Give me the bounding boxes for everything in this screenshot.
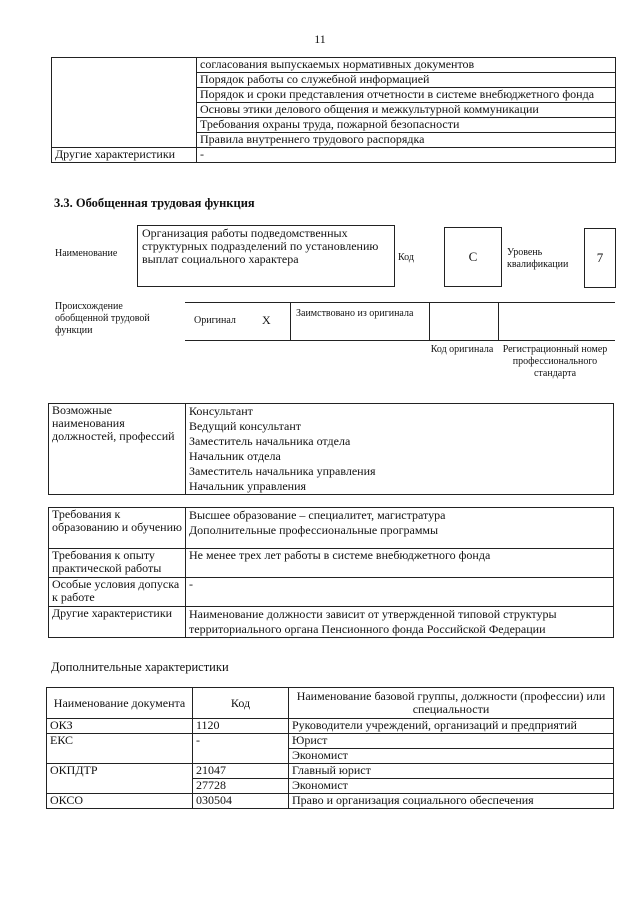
requirement-label: Особые условия допуска к работе (49, 578, 186, 607)
extra-cell: Экономист (289, 779, 614, 794)
extra-header: Наименование базовой группы, должности (профессии) или специальности (289, 688, 614, 719)
position-item: Консультант (189, 404, 253, 418)
requirement-label: Требования к опыту практической работы (49, 549, 186, 578)
other-characteristics-label: Другие характеристики (52, 148, 197, 163)
extra-cell: ОКЗ (47, 719, 193, 734)
extra-cell: Экономист (289, 749, 614, 764)
knowledge-table (51, 57, 616, 163)
knowledge-item: Требования охраны труда, пожарной безопасности (197, 118, 616, 133)
extra-title: Дополнительные характеристики (51, 660, 229, 674)
requirement-value: - (186, 578, 614, 607)
position-item: Ведущий консультант (189, 419, 302, 433)
level-label: Уровень квалификации (507, 247, 569, 270)
page-number: 11 (314, 32, 326, 46)
knowledge-item: Правила внутреннего трудового распорядка (197, 133, 616, 148)
extra-cell: 1120 (193, 719, 289, 734)
requirement-value: Наименование должности зависит от утвержденной типовой структуры территориального органа Пенсионного фонда Российской Федерации (186, 607, 614, 638)
divider (290, 302, 291, 340)
name-label: Наименование (55, 248, 118, 259)
borrowed-label: Заимствовано из оригинала (296, 308, 414, 319)
extra-cell: 21047 (193, 764, 289, 779)
requirement-value: Высшее образование – специалитет, магистратура Дополнительные профессиональные программы (186, 508, 614, 549)
requirement-label: Требования к образованию и обучению (49, 508, 186, 549)
origin-label: Происхождение обобщенной трудовой функции (55, 301, 150, 336)
knowledge-item: Порядок и сроки представления отчетности в системе внебюджетного фонда (197, 88, 616, 103)
function-name-box: Организация работы подведомственных структурных подразделений по установлению выплат социального характера (137, 225, 395, 287)
positions-table (48, 403, 614, 495)
knowledge-item: согласования выпускаемых нормативных документов (197, 58, 616, 73)
extra-cell: Право и организация социального обеспечения (289, 794, 614, 809)
code-label: Код (398, 252, 414, 263)
position-item: Начальник управления (189, 479, 307, 493)
requirement-value: Не менее трех лет работы в системе внебюджетного фонда (186, 549, 614, 578)
extra-cell: Руководители учреждений, организаций и предприятий (289, 719, 614, 734)
extra-cell: 030504 (193, 794, 289, 809)
code-box: C (444, 227, 502, 287)
extra-header: Наименование документа (47, 688, 193, 719)
code-original-caption: Код оригинала (430, 344, 494, 355)
extra-cell: ОКСО (47, 794, 193, 809)
reg-number-caption: Регистрационный номер профессионального стандарта (502, 344, 608, 379)
knowledge-item: Основы этики делового общения и межкультурной коммуникации (197, 103, 616, 118)
position-item: Начальник отдела (189, 449, 281, 463)
extra-cell: 27728 (193, 779, 289, 794)
extra-table (46, 687, 614, 809)
extra-cell: Главный юрист (289, 764, 614, 779)
knowledge-item: Порядок работы со служебной информацией (197, 73, 616, 88)
original-label: Оригинал (194, 315, 236, 326)
knowledge-label-cell (52, 58, 197, 148)
extra-header: Код (193, 688, 289, 719)
other-characteristics-value: - (197, 148, 616, 163)
positions-label: Возможные наименования должностей, профессий (49, 404, 186, 495)
position-item: Заместитель начальника управления (189, 464, 376, 478)
extra-cell: ОКПДТР (47, 764, 193, 794)
requirements-table (48, 507, 614, 638)
divider (498, 302, 499, 340)
position-item: Заместитель начальника отдела (189, 434, 351, 448)
level-box: 7 (584, 228, 616, 288)
section-title: 3.3. Обобщенная трудовая функция (54, 196, 255, 210)
extra-cell: Юрист (289, 734, 614, 749)
positions-list (186, 404, 614, 495)
extra-cell: ЕКС (47, 734, 193, 764)
requirement-label: Другие характеристики (49, 607, 186, 638)
extra-cell: - (193, 734, 289, 764)
divider (429, 302, 430, 340)
original-mark: X (262, 313, 271, 327)
